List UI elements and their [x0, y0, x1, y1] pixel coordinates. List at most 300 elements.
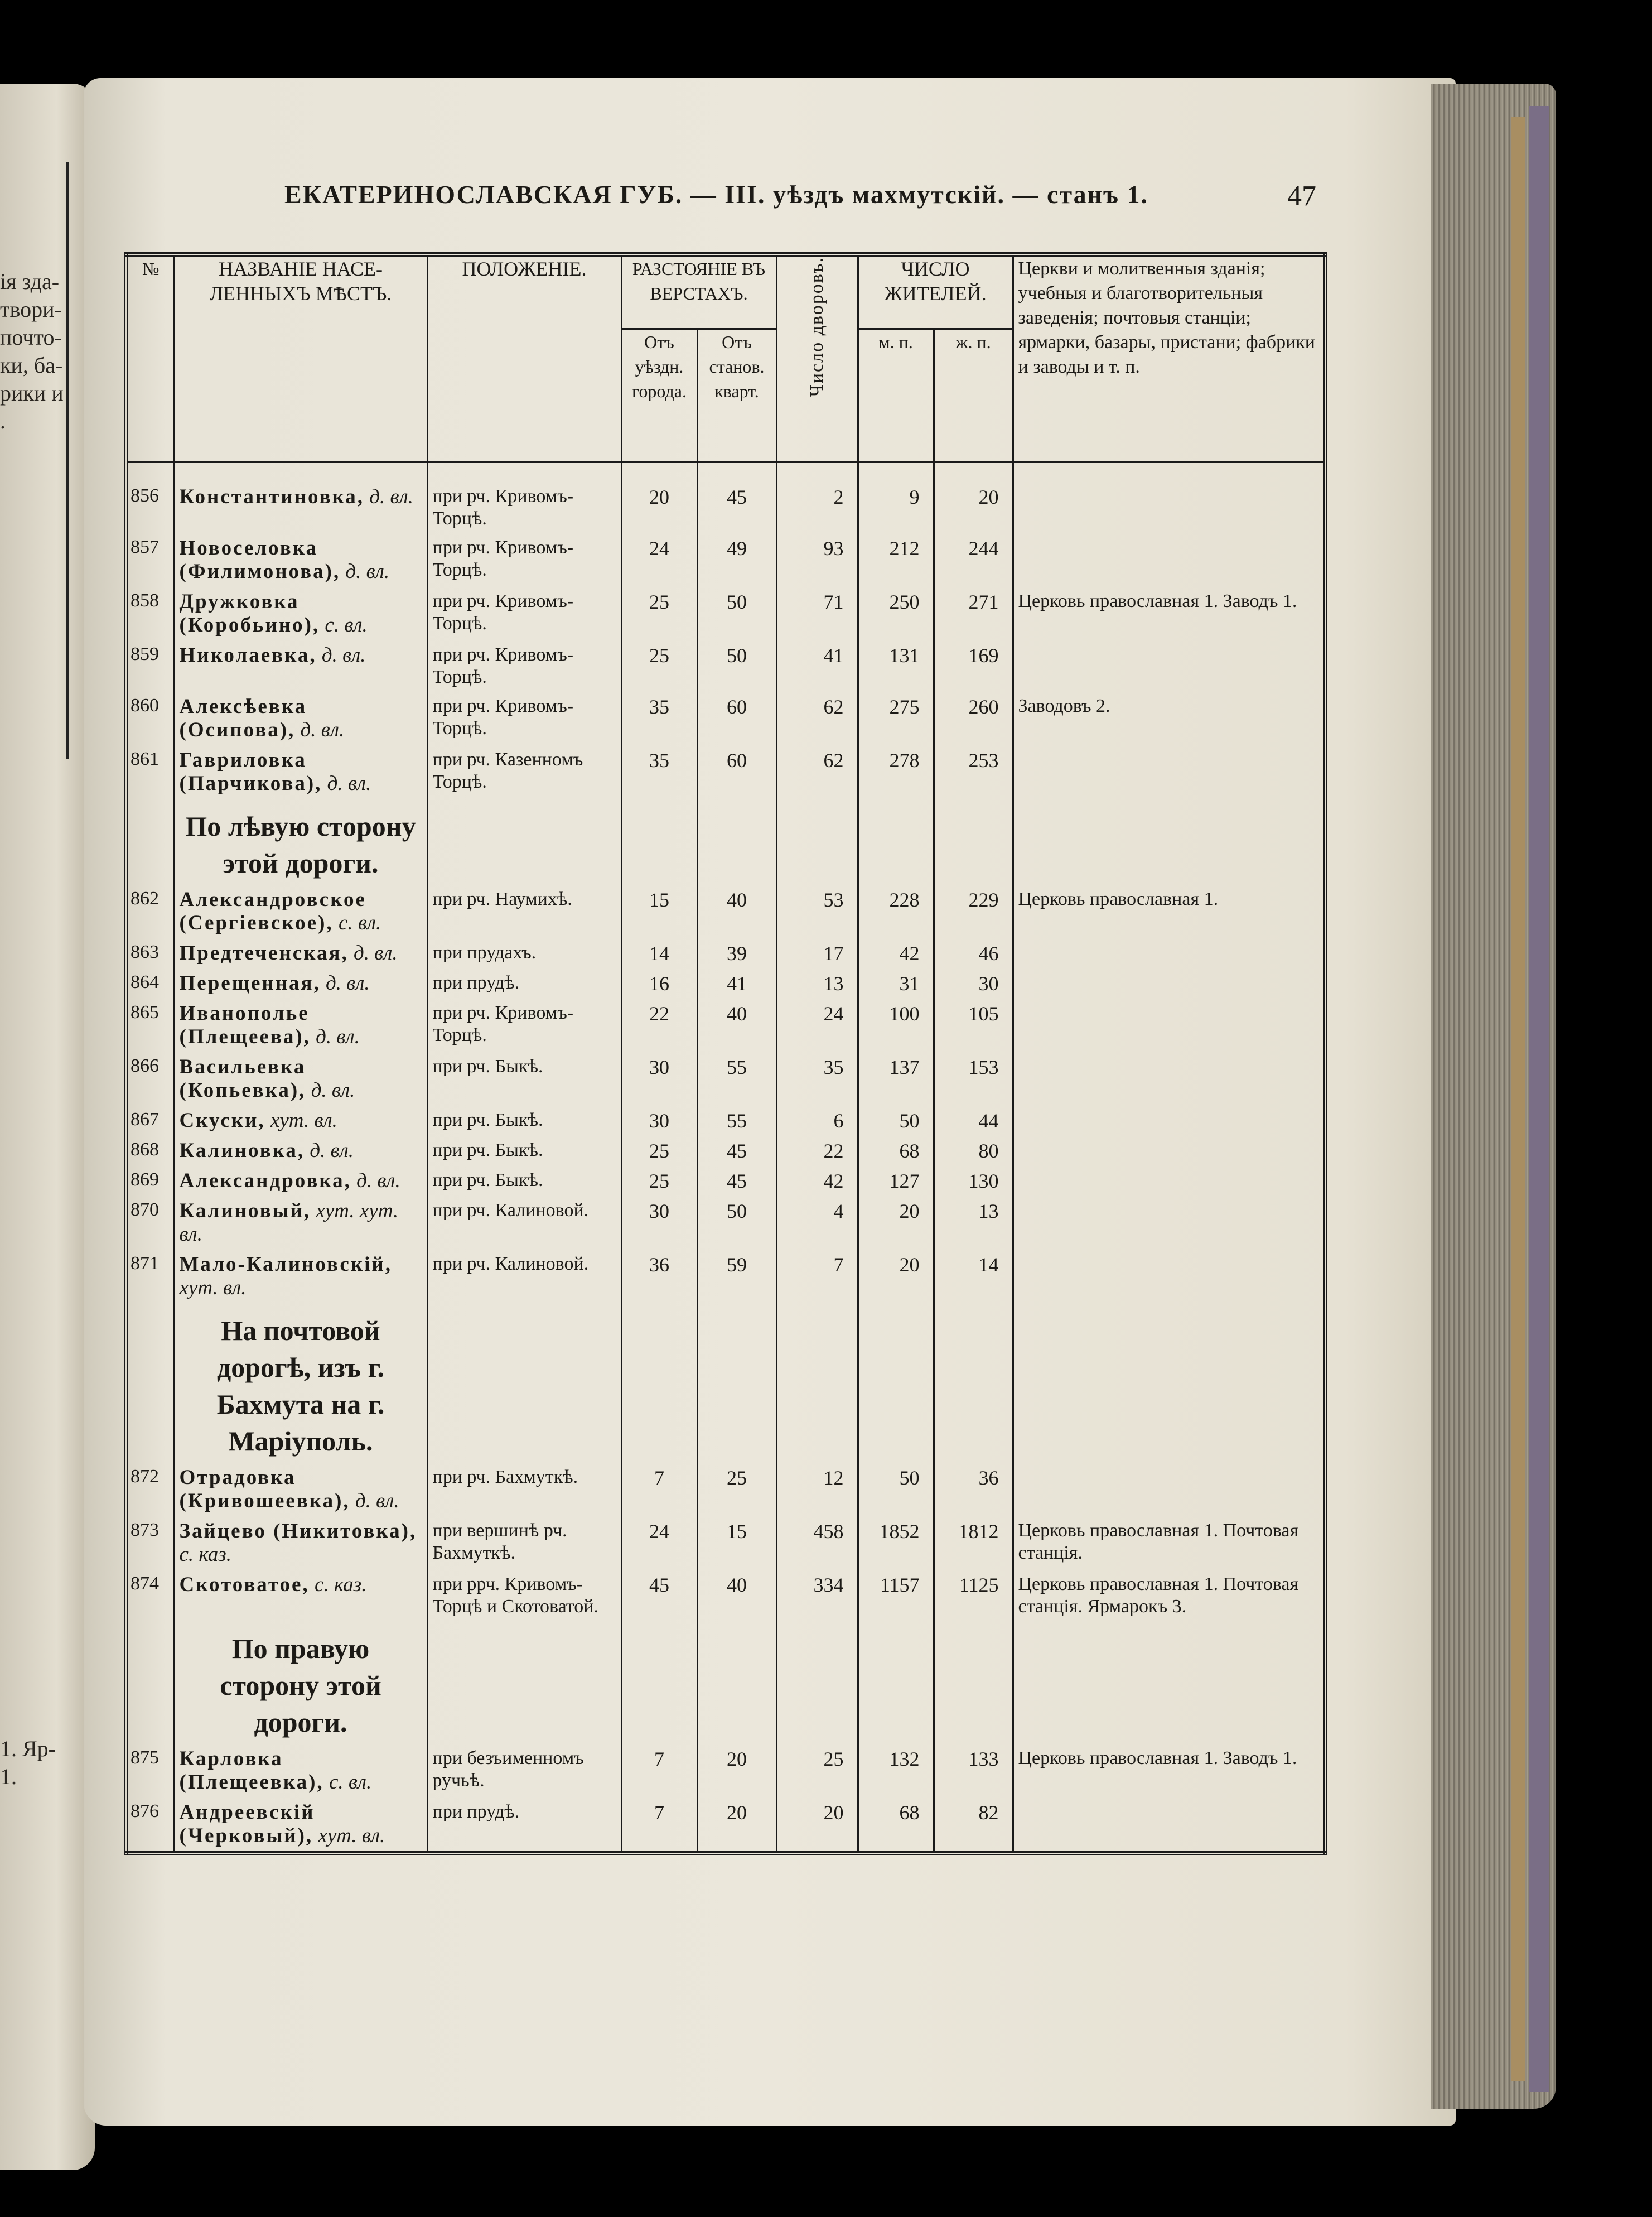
position: при рч. Быкѣ. [427, 1052, 621, 1106]
female-count: 105 [934, 999, 1013, 1052]
row-number: 865 [126, 999, 174, 1052]
settlement-name: Александровка, [179, 1169, 351, 1192]
distance-town: 25 [621, 1136, 697, 1166]
empty-cell [427, 1621, 621, 1744]
settlement-type: с. вл. [329, 1771, 372, 1794]
row-number: 874 [126, 1570, 174, 1621]
table-row [126, 1797, 1325, 1853]
settlement-cell [174, 587, 427, 640]
left-fragment: 1. [0, 1764, 17, 1789]
empty-cell [1013, 1621, 1325, 1744]
settlement-type: хут. хут. вл. [179, 1199, 399, 1246]
empty-cell [621, 799, 697, 885]
settlement-name: Дружковка (Коробьино), [179, 590, 320, 637]
section-title: На почтовой дорогѣ, изъ г. Бахмута на г. Маріуполь. [174, 1303, 427, 1463]
header-female: ж. п. [934, 329, 1013, 462]
settlement-type: д. вл. [300, 719, 345, 741]
position: при рч. Бахмуткѣ. [427, 1463, 621, 1516]
courtyards: 35 [776, 1052, 858, 1106]
courtyards: 22 [776, 1136, 858, 1166]
row-number: 858 [126, 587, 174, 640]
female-count: 153 [934, 1052, 1013, 1106]
empty-cell [858, 799, 934, 885]
remarks: Церковь православная 1. [1013, 885, 1325, 938]
row-number: 867 [126, 1106, 174, 1136]
male-count: 212 [858, 533, 934, 587]
female-count: 253 [934, 745, 1013, 799]
distance-town: 30 [621, 1106, 697, 1136]
settlement-type: д. вл. [321, 644, 366, 667]
row-number: 872 [126, 1463, 174, 1516]
position: при рч. Кривомъ-Торцѣ. [427, 640, 621, 692]
row-number: 863 [126, 938, 174, 968]
section-row [126, 1303, 1325, 1463]
empty-cell [427, 1303, 621, 1463]
settlement-name: Андреевскій (Черковый), [179, 1801, 315, 1847]
distance-town: 15 [621, 885, 697, 938]
row-number: 876 [126, 1797, 174, 1853]
settlement-cell [174, 1196, 427, 1250]
remarks [1013, 1106, 1325, 1136]
courtyards: 24 [776, 999, 858, 1052]
distance-stan: 55 [697, 1106, 776, 1136]
row-number: 857 [126, 533, 174, 587]
settlement-name: Константиновка, [179, 485, 365, 508]
distance-town: 20 [621, 462, 697, 534]
female-count: 13 [934, 1196, 1013, 1250]
settlement-type: с. вл. [325, 614, 368, 637]
empty-cell [621, 1621, 697, 1744]
distance-stan: 50 [697, 587, 776, 640]
table-row [126, 745, 1325, 799]
position: при рч. Наумихѣ. [427, 885, 621, 938]
edge-ribbon [1529, 106, 1549, 2092]
distance-town: 25 [621, 640, 697, 692]
table-row [126, 1136, 1325, 1166]
distance-stan: 20 [697, 1797, 776, 1853]
row-number: 864 [126, 968, 174, 999]
female-count: 82 [934, 1797, 1013, 1853]
settlement-type: д. вл. [327, 772, 371, 795]
settlement-name: Иванополье (Плещеева), [179, 1002, 311, 1048]
table-row [126, 462, 1325, 534]
header-dist-stan: Отъ станов. кварт. [697, 329, 776, 462]
distance-stan: 40 [697, 885, 776, 938]
row-number: 868 [126, 1136, 174, 1166]
empty-cell [934, 799, 1013, 885]
position: при рч. Кривомъ-Торцѣ. [427, 999, 621, 1052]
courtyards: 20 [776, 1797, 858, 1853]
empty-cell [858, 1621, 934, 1744]
settlement-type: д. вл. [316, 1025, 360, 1048]
male-count: 132 [858, 1744, 934, 1797]
left-column-rule [66, 162, 69, 759]
distance-stan: 39 [697, 938, 776, 968]
distance-town: 25 [621, 587, 697, 640]
female-count: 20 [934, 462, 1013, 534]
distance-town: 7 [621, 1744, 697, 1797]
distance-stan: 45 [697, 462, 776, 534]
settlement-cell [174, 1744, 427, 1797]
settlement-type: хут. вл. [179, 1276, 247, 1299]
male-count: 68 [858, 1797, 934, 1853]
distance-town: 45 [621, 1570, 697, 1621]
table-row [126, 640, 1325, 692]
settlement-cell [174, 1570, 427, 1621]
left-fragment: почто- [0, 325, 62, 350]
header-courtyards-cell [776, 254, 858, 462]
settlement-cell [174, 1052, 427, 1106]
male-count: 20 [858, 1196, 934, 1250]
position: при прудѣ. [427, 1797, 621, 1853]
courtyards: 62 [776, 745, 858, 799]
courtyards: 334 [776, 1570, 858, 1621]
header-position: ПОЛОЖЕНІЕ. [427, 254, 621, 462]
courtyards: 4 [776, 1196, 858, 1250]
section-title: По лѣвую сторону этой дороги. [174, 799, 427, 885]
remarks [1013, 533, 1325, 587]
empty-cell [427, 799, 621, 885]
position: при рч. Кривомъ-Торцѣ. [427, 533, 621, 587]
table-row [126, 1250, 1325, 1303]
settlement-type: д. вл. [326, 972, 370, 995]
table-row [126, 1463, 1325, 1516]
male-count: 228 [858, 885, 934, 938]
courtyards: 6 [776, 1106, 858, 1136]
settlement-name: Алексѣевка (Осипова), [179, 695, 307, 741]
female-count: 36 [934, 1463, 1013, 1516]
settlement-cell [174, 640, 427, 692]
row-number: 862 [126, 885, 174, 938]
distance-town: 30 [621, 1052, 697, 1106]
settlement-name: Скуски, [179, 1109, 265, 1132]
settlement-type: д. вл. [345, 560, 390, 583]
settlement-type: д. вл. [311, 1079, 355, 1102]
distance-stan: 60 [697, 692, 776, 745]
position: при рч. Казенномъ Торцѣ. [427, 745, 621, 799]
female-count: 169 [934, 640, 1013, 692]
section-row [126, 1621, 1325, 1744]
distance-town: 30 [621, 1196, 697, 1250]
male-count: 1852 [858, 1516, 934, 1570]
courtyards: 17 [776, 938, 858, 968]
settlement-type: с. вл. [338, 912, 381, 934]
edge-stripe [1511, 117, 1525, 2081]
settlement-name: Отрадовка (Кривошеевка), [179, 1466, 350, 1512]
male-count: 100 [858, 999, 934, 1052]
settlement-type: д. вл. [356, 1169, 400, 1192]
table-row [126, 1166, 1325, 1196]
settlement-type: д. вл. [310, 1139, 354, 1162]
male-count: 1157 [858, 1570, 934, 1621]
settlement-cell [174, 1797, 427, 1853]
male-count: 250 [858, 587, 934, 640]
female-count: 14 [934, 1250, 1013, 1303]
male-count: 50 [858, 1463, 934, 1516]
header-residents: ЧИСЛО ЖИТЕЛЕЙ. [858, 254, 1013, 329]
distance-town: 16 [621, 968, 697, 999]
position: при ррч. Кривомъ-Торцѣ и Скотоватой. [427, 1570, 621, 1621]
courtyards: 71 [776, 587, 858, 640]
distance-town: 14 [621, 938, 697, 968]
remarks [1013, 640, 1325, 692]
settlement-type: д. вл. [355, 1490, 399, 1512]
distance-town: 22 [621, 999, 697, 1052]
remarks: Церковь православная 1. Почтовая станція. Ярмарокъ 3. [1013, 1570, 1325, 1621]
empty-cell [1013, 799, 1325, 885]
header-distance: РАЗСТОЯНІЕ ВЪ ВЕРСТАХЪ. [621, 254, 776, 329]
remarks: Церковь православная 1. Почтовая станція. [1013, 1516, 1325, 1570]
settlement-cell [174, 1250, 427, 1303]
distance-town: 24 [621, 533, 697, 587]
courtyards: 458 [776, 1516, 858, 1570]
distance-stan: 55 [697, 1052, 776, 1106]
distance-town: 35 [621, 692, 697, 745]
distance-town: 7 [621, 1463, 697, 1516]
distance-town: 35 [621, 745, 697, 799]
empty-cell [126, 799, 174, 885]
empty-cell [776, 1303, 858, 1463]
settlement-name: Гавриловка (Парчикова), [179, 749, 322, 795]
female-count: 1812 [934, 1516, 1013, 1570]
female-count: 244 [934, 533, 1013, 587]
table-row [126, 938, 1325, 968]
distance-town: 25 [621, 1166, 697, 1196]
male-count: 131 [858, 640, 934, 692]
settlement-name: Калиновка, [179, 1139, 305, 1162]
female-count: 1125 [934, 1570, 1013, 1621]
row-number: 875 [126, 1744, 174, 1797]
distance-stan: 25 [697, 1463, 776, 1516]
male-count: 137 [858, 1052, 934, 1106]
row-number: 869 [126, 1166, 174, 1196]
remarks [1013, 968, 1325, 999]
row-number: 856 [126, 462, 174, 534]
settlement-name: Николаевка, [179, 644, 317, 667]
distance-stan: 15 [697, 1516, 776, 1570]
settlement-cell [174, 692, 427, 745]
settlement-cell [174, 1136, 427, 1166]
remarks [1013, 1166, 1325, 1196]
table-row [126, 999, 1325, 1052]
male-count: 275 [858, 692, 934, 745]
female-count: 44 [934, 1106, 1013, 1136]
settlement-name: Перещенная, [179, 972, 321, 995]
empty-cell [776, 799, 858, 885]
position: при прудахъ. [427, 938, 621, 968]
distance-stan: 50 [697, 1196, 776, 1250]
empty-cell [934, 1303, 1013, 1463]
header-number: № [126, 254, 174, 462]
table-row [126, 1106, 1325, 1136]
settlement-name: Скотоватое, [179, 1573, 310, 1596]
position: при рч. Кривомъ-Торцѣ. [427, 462, 621, 534]
settlement-name: Александровское (Сергіевское), [179, 888, 366, 934]
settlement-cell [174, 1166, 427, 1196]
settlement-type: хут. вл. [318, 1824, 385, 1847]
male-count: 42 [858, 938, 934, 968]
distance-stan: 20 [697, 1744, 776, 1797]
page-block-edge [1431, 84, 1556, 2109]
courtyards: 62 [776, 692, 858, 745]
left-fragment: рики и [0, 380, 64, 406]
distance-town: 36 [621, 1250, 697, 1303]
male-count: 50 [858, 1106, 934, 1136]
table-row [126, 968, 1325, 999]
female-count: 130 [934, 1166, 1013, 1196]
table-row [126, 1744, 1325, 1797]
settlement-cell [174, 462, 427, 534]
row-number: 859 [126, 640, 174, 692]
row-number: 870 [126, 1196, 174, 1250]
settlement-name: Мало-Калиновскій, [179, 1253, 392, 1276]
position: при рч. Калиновой. [427, 1196, 621, 1250]
row-number: 861 [126, 745, 174, 799]
table-row [126, 885, 1325, 938]
left-fragment: 1. Яр- [0, 1736, 56, 1761]
left-fragment: ки, ба- [0, 353, 63, 378]
table-row [126, 1196, 1325, 1250]
position: при рч. Быкѣ. [427, 1166, 621, 1196]
position: при рч. Калиновой. [427, 1250, 621, 1303]
table-row [126, 1570, 1325, 1621]
table-row [126, 1052, 1325, 1106]
table-body [126, 462, 1325, 1854]
settlement-name: Зайцево (Никитовка), [179, 1520, 417, 1543]
distance-stan: 59 [697, 1250, 776, 1303]
row-number: 871 [126, 1250, 174, 1303]
remarks [1013, 999, 1325, 1052]
settlement-cell [174, 938, 427, 968]
remarks: Заводовъ 2. [1013, 692, 1325, 745]
distance-stan: 50 [697, 640, 776, 692]
row-number: 860 [126, 692, 174, 745]
remarks: Церковь православная 1. Заводъ 1. [1013, 587, 1325, 640]
male-count: 31 [858, 968, 934, 999]
position: при рч. Быкѣ. [427, 1106, 621, 1136]
position: при вершинѣ рч. Бахмуткѣ. [427, 1516, 621, 1570]
settlement-cell [174, 533, 427, 587]
settlement-cell [174, 745, 427, 799]
row-number: 866 [126, 1052, 174, 1106]
position: при прудѣ. [427, 968, 621, 999]
position: при безъименномъ ручьѣ. [427, 1744, 621, 1797]
remarks: Церковь православная 1. Заводъ 1. [1013, 1744, 1325, 1797]
settlement-cell [174, 1106, 427, 1136]
header-courtyards: Число дворовъ. [806, 257, 827, 397]
settlement-type: с. каз. [314, 1573, 367, 1596]
remarks [1013, 745, 1325, 799]
empty-cell [621, 1303, 697, 1463]
settlement-cell [174, 999, 427, 1052]
male-count: 9 [858, 462, 934, 534]
running-header: ЕКАТЕРИНОСЛАВСКАЯ ГУБ. — III. уѣздъ махмутскій. — станъ 1. [284, 180, 1148, 209]
section-row [126, 799, 1325, 885]
settlement-cell [174, 1463, 427, 1516]
empty-cell [126, 1621, 174, 1744]
settlement-type: д. вл. [369, 485, 413, 508]
distance-stan: 45 [697, 1136, 776, 1166]
courtyards: 42 [776, 1166, 858, 1196]
courtyards: 53 [776, 885, 858, 938]
female-count: 271 [934, 587, 1013, 640]
courtyards: 41 [776, 640, 858, 692]
male-count: 127 [858, 1166, 934, 1196]
remarks [1013, 1797, 1325, 1853]
settlement-name: Калиновый, [179, 1199, 311, 1222]
left-fragment: ія зда- [0, 269, 60, 294]
female-count: 80 [934, 1136, 1013, 1166]
distance-stan: 41 [697, 968, 776, 999]
remarks [1013, 1136, 1325, 1166]
empty-cell [1013, 1303, 1325, 1463]
header-male: м. п. [858, 329, 934, 462]
header-name: НАЗВАНІЕ НАСЕ-ЛЕННЫХЪ МѢСТЪ. [174, 254, 427, 462]
empty-cell [697, 799, 776, 885]
empty-cell [934, 1621, 1013, 1744]
empty-cell [697, 1621, 776, 1744]
remarks [1013, 938, 1325, 968]
distance-stan: 45 [697, 1166, 776, 1196]
left-fragment: твори- [0, 297, 62, 322]
distance-stan: 49 [697, 533, 776, 587]
header-remarks: Церкви и молитвенныя зданія; учебныя и благотворительныя заведенія; почтовыя станціи; ярмарки, базары, пристани; фабрики и заводы и т. п. [1013, 254, 1325, 462]
position: при рч. Кривомъ-Торцѣ. [427, 587, 621, 640]
settlement-name: Новоселовка (Филимонова), [179, 537, 341, 583]
empty-cell [858, 1303, 934, 1463]
settlement-type: д. вл. [354, 942, 398, 965]
table-row [126, 587, 1325, 640]
male-count: 20 [858, 1250, 934, 1303]
courtyards: 93 [776, 533, 858, 587]
empty-cell [697, 1303, 776, 1463]
distance-stan: 60 [697, 745, 776, 799]
settlement-cell [174, 968, 427, 999]
female-count: 30 [934, 968, 1013, 999]
remarks [1013, 1250, 1325, 1303]
settlement-name: Карловка (Плещеевка), [179, 1747, 324, 1794]
courtyards: 13 [776, 968, 858, 999]
remarks [1013, 1463, 1325, 1516]
empty-cell [126, 1303, 174, 1463]
position: при рч. Кривомъ-Торцѣ. [427, 692, 621, 745]
remarks [1013, 1052, 1325, 1106]
settlement-type: хут. вл. [270, 1109, 337, 1132]
settlement-cell [174, 885, 427, 938]
distance-town: 7 [621, 1797, 697, 1853]
table-row [126, 692, 1325, 745]
male-count: 278 [858, 745, 934, 799]
left-fragment: . [0, 408, 6, 433]
empty-cell [776, 1621, 858, 1744]
courtyards: 12 [776, 1463, 858, 1516]
male-count: 68 [858, 1136, 934, 1166]
female-count: 260 [934, 692, 1013, 745]
distance-stan: 40 [697, 999, 776, 1052]
position: при рч. Быкѣ. [427, 1136, 621, 1166]
table-row [126, 533, 1325, 587]
section-title: По правую сторону этой дороги. [174, 1621, 427, 1744]
courtyards: 2 [776, 462, 858, 534]
settlement-cell [174, 1516, 427, 1570]
table-row [126, 1516, 1325, 1570]
settlement-type: с. каз. [179, 1543, 231, 1566]
settlements-table [124, 252, 1327, 1855]
settlement-name: Предтеченская, [179, 942, 349, 965]
settlement-name: Васильевка (Копьевка), [179, 1056, 306, 1102]
female-count: 229 [934, 885, 1013, 938]
remarks [1013, 462, 1325, 534]
